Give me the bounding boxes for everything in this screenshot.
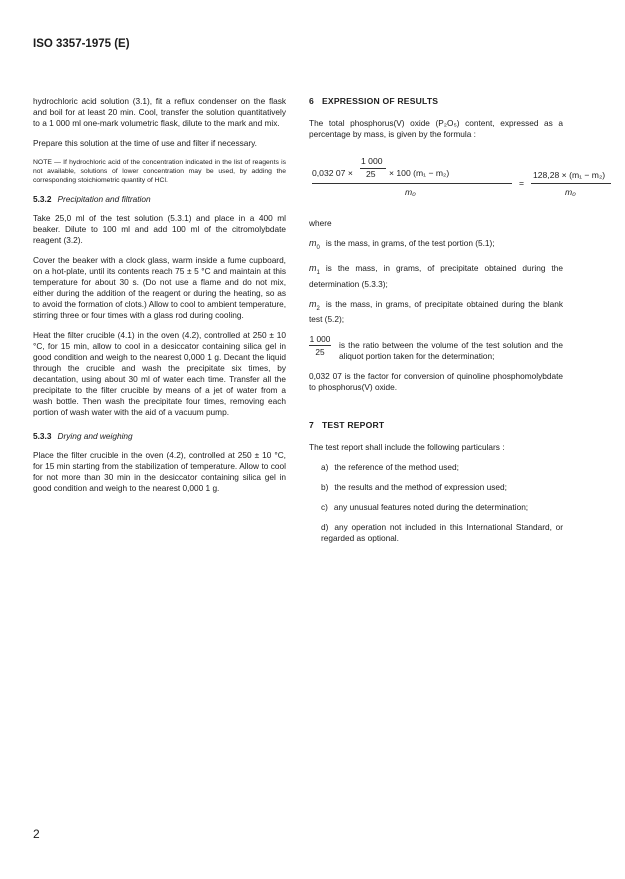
ratio-bar [309,345,331,346]
definition-symbol [309,262,320,276]
ratio-numerator: 1 000 [309,334,331,345]
formula-result-numerator: 128,28 × (m₁ − m₂) [533,170,606,180]
section-title: Drying and weighing [57,431,133,441]
list-item [309,462,563,473]
section-heading-5-3-3 [33,431,286,442]
section-heading-6 [309,96,563,107]
ratio-definition [309,334,563,362]
symbol-subscript: 0 [316,244,320,251]
definition-item [309,299,563,326]
right-column [309,96,606,553]
section-number: 5.3.3 [33,431,52,441]
symbol-subscript: 1 [316,269,320,276]
formula [309,154,606,208]
section-heading-5-3-2 [33,194,286,205]
list-item-text: any operation not included in this International Standard, or regarded as optional. [321,522,563,544]
formula-prefix: 0,032 07 × [312,168,353,178]
definition-list [309,238,563,325]
ratio-denominator: 25 [315,347,325,358]
paragraph-factor: 0,032 07 is the factor for conversion of quinoline phosphomolybdate to phosphorus(V) oxide. [309,371,563,393]
section-title: Precipitation and filtration [57,194,151,204]
definition-text: is the mass, in grams, of precipitate obtained during the blank test (5.2); [309,298,563,325]
definition-text: is the mass, in grams, of the test portion (5.1); [325,238,495,248]
paragraph: Take 25,0 ml of the test solution (5.3.1) and place in a 400 ml beaker. Dilute to 100 ml and add 100 ml of the citromolybdate reagent (3.2). [33,213,286,245]
note: NOTE — If hydrochloric acid of the concentration indicated in the list of reagents is not available, solutions of lower concentration may be used, by adding the corresponding stoichiometric quantity of HCl. [33,159,286,184]
formula-denominator: m₀ [405,187,416,197]
result-fraction-bar [531,183,611,184]
list-item-label: a) [321,462,329,473]
section-title: EXPRESSION OF RESULTS [321,96,439,106]
formula-inner-denominator: 25 [366,169,376,179]
symbol-subscript: 2 [316,305,320,312]
list-item [309,522,563,544]
formula-suffix: × 100 (m₁ − m₂) [389,168,450,178]
definition-symbol [309,238,320,251]
formula-equals: = [519,178,525,188]
paragraph: The test report shall include the following particulars : [309,442,505,453]
ratio-text: is the ratio between the volume of the test solution and the aliquot portion taken for the determination; [339,340,563,362]
list-item [309,482,563,493]
paragraph: Cover the beaker with a clock glass, warm inside a fume cupboard, on a hot-plate, until its contents reach 75 ± 5 °C and maintain at this temperature for about 30 s. (Do not use a flame and do not mix, either during the addition of the reagent or during the heating, so as to avoid the formation of clots.) Allow to cool to ambient temperature, stirring three or four times with a glass rod during cooling. [33,255,286,320]
left-column [33,96,286,503]
paragraph: Place the filter crucible in the oven (4.2), controlled at 250 ± 10 °C, for 15 min starting from the stabilization of temperature. Allow to cool for not more than 30 min in the desiccator containing silica gel in good condition and weigh to the nearest 0,000 1 g. [33,450,286,493]
page-header: ISO 3357-1975 (E) [33,38,130,50]
section-number: 6 [309,96,314,106]
list-item-label: b) [321,482,329,493]
particulars-list [309,462,563,544]
paragraph: The total phosphorus(V) oxide (P₂O₅) content, expressed as a percentage by mass, is given by the formula : [309,118,563,139]
section-number: 5.3.2 [33,194,52,204]
paragraph: Prepare this solution at the time of use and filter if necessary. [33,138,257,148]
definition-text: is the mass, in grams, of precipitate obtained during the determination (5.3.3); [309,262,563,289]
list-item-text: the results and the method of expression used; [334,482,507,493]
symbol-letter: m [309,262,317,273]
paragraph-where: where [309,218,332,228]
definition-item [309,263,563,290]
definition-symbol [309,298,320,312]
list-item-label: c) [321,502,328,513]
formula-result-denominator: m₀ [565,187,576,197]
symbol-letter: m [309,298,317,309]
list-item-text: the reference of the method used; [334,462,459,473]
list-item [309,502,563,513]
list-item-text: any unusual features noted during the determination; [333,502,529,513]
paragraph: Heat the filter crucible (4.1) in the oven (4.2), controlled at 250 ± 10 °C, for 15 min, allow to cool in a desiccator containing silica gel in good condition and weigh to the nearest 0,000 1 g. Decant the liquid through the crucible and wash the precipitate six times, by decantation, using about 30 ml of water each time. Transfer all the precipitate to the filter crucible by means of a jet of water from a wash bottle. Then wash the precipitate four times, removing each portion of wash water with the aid of a vacuum pump. [33,330,286,417]
main-fraction-bar [312,183,512,184]
section-number: 7 [309,420,314,431]
paragraph: hydrochloric acid solution (3.1), fit a reflux condenser on the flask and boil for at least 20 min. Cool, transfer the solution quantitatively to a 1 000 ml one-mark volumetric flask, dilute to the mark and mix. [33,96,286,128]
ratio-fraction [309,334,331,357]
symbol-letter: m [309,238,317,248]
section-heading-7 [309,420,563,431]
formula-inner-numerator: 1 000 [361,156,383,166]
list-item-label: d) [321,522,329,533]
section-title: TEST REPORT [321,420,385,431]
definition-item [309,238,563,254]
page-number: 2 [33,827,40,841]
